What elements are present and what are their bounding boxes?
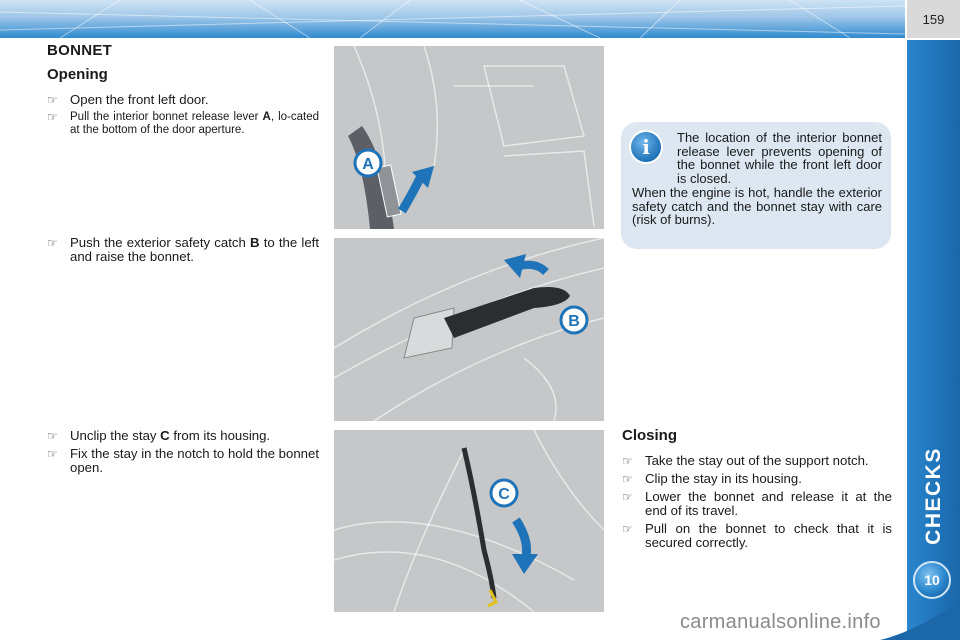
pointing-hand-icon: ☞ [47, 93, 58, 107]
bonnet-stay-illustration [334, 430, 604, 612]
step-text: from its housing. [169, 428, 271, 443]
opening-steps-1 [47, 93, 319, 140]
pointing-hand-icon: ☞ [622, 454, 633, 468]
step-text: Lower the bonnet and release it at the end of its travel. [645, 489, 892, 518]
callout-c-label: C [498, 486, 510, 503]
list-item [622, 472, 892, 486]
figure-bonnet-stay [334, 430, 604, 612]
closing-title: Closing [622, 427, 677, 444]
lever-reference: A [262, 111, 271, 123]
pointing-hand-icon: ☞ [47, 236, 58, 250]
info-text-hot-engine: When the engine is hot, handle the exterior safety catch and the bonnet stay with care (risk of burns). [632, 185, 882, 227]
pointing-hand-icon: ☞ [47, 447, 58, 461]
chapter-side-tab [907, 40, 960, 640]
list-item [622, 454, 892, 468]
step-text: Clip the stay in its housing. [645, 471, 802, 486]
step-text: Pull on the bonnet to check that it is secured correctly. [645, 521, 892, 550]
callout-b-label: B [568, 313, 580, 330]
info-box [621, 122, 891, 249]
list-item [47, 236, 319, 264]
step-text: Push the exterior safety catch [70, 235, 250, 250]
release-lever-illustration [334, 46, 604, 229]
step-text: Open the front left door. [70, 92, 209, 107]
list-item [622, 522, 892, 550]
pointing-hand-icon: ☞ [622, 472, 633, 486]
step-text: , lo-cated at the bottom of the door aperture. [70, 111, 319, 136]
section-title: BONNET [47, 42, 113, 59]
corner-decoration [880, 600, 960, 640]
closing-steps [622, 454, 892, 554]
step-text: Pull the interior bonnet release lever [70, 111, 263, 123]
step-text: Unclip the stay [70, 428, 161, 443]
list-item [622, 490, 892, 518]
step-text: Fix the stay in the notch to hold the bonnet open. [70, 446, 319, 475]
callout-a-label: A [362, 156, 374, 173]
pointing-hand-icon: ☞ [622, 522, 633, 536]
info-icon: i [629, 130, 663, 164]
watermark: carmanualsonline.info [680, 611, 881, 633]
safety-catch-illustration [334, 238, 604, 421]
list-item [47, 447, 319, 475]
list-item [47, 429, 319, 443]
step-text: to the left and raise the bonnet. [70, 235, 320, 264]
opening-title: Opening [47, 66, 108, 83]
pointing-hand-icon: ☞ [622, 490, 633, 504]
header-pattern [0, 0, 905, 38]
chapter-label: CHECKS [922, 447, 945, 545]
list-item [47, 111, 319, 136]
pointing-hand-icon: ☞ [47, 110, 58, 124]
pointing-hand-icon: ☞ [47, 429, 58, 443]
stay-reference: C [160, 428, 170, 443]
step-text: Take the stay out of the support notch. [645, 453, 869, 468]
page-number: 159 [907, 0, 960, 38]
figure-safety-catch [334, 238, 604, 421]
list-item [47, 93, 319, 107]
info-text-lever: The location of the interior bonnet release lever prevents opening of the bonnet while the front left door is closed. [677, 130, 882, 186]
opening-steps-2 [47, 236, 319, 268]
figure-release-lever [334, 46, 604, 229]
catch-reference: B [250, 235, 260, 250]
opening-steps-3 [47, 429, 319, 479]
header-banner [0, 0, 905, 38]
chapter-number-badge: 10 [913, 561, 951, 599]
